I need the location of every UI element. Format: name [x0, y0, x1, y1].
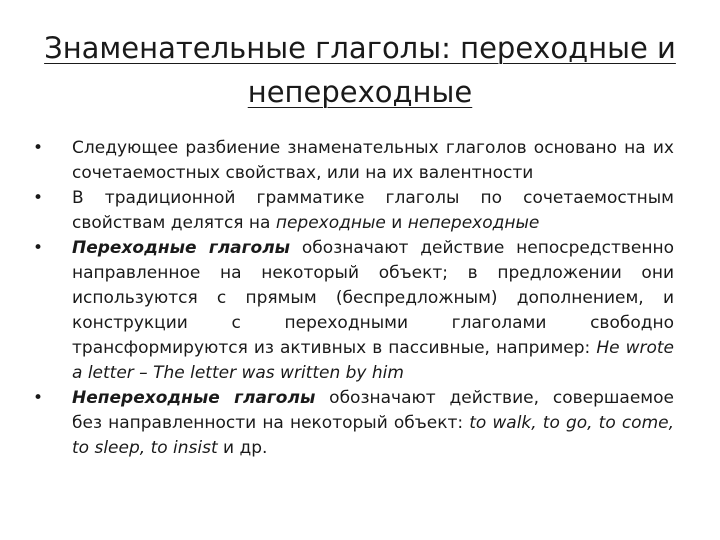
- bullet-list: [28, 136, 674, 461]
- example-text: He wrote a letter – The letter was written by him: [72, 338, 674, 383]
- bullet-item-traditional-grammar: [28, 186, 674, 236]
- bullet-icon: •: [32, 238, 44, 258]
- bullet-text: и: [385, 213, 408, 233]
- italic-term: непереходные: [407, 213, 540, 233]
- italic-term: переходные: [275, 213, 386, 233]
- example-text: to walk, to go, to come, to sleep, to insist: [72, 413, 674, 458]
- bullet-text: Следующее разбиение знаменательных глаголов основано на их сочетаемостных свойствах, или на их валентности: [72, 138, 674, 183]
- bullet-text: обозначают действие, совершаемое без направленности на некоторый объект:: [72, 388, 674, 433]
- slide-title: [30, 26, 690, 114]
- bold-term: Переходные глаголы: [72, 238, 291, 258]
- bullet-text: обозначают действие непосредственно направленное на некоторый объект; в предложении они используются с прямым (беспредложным) дополнением, и конструкции с переходными глаголами свободно трансформируются из активных в пассивные, например:: [72, 238, 674, 358]
- bullet-item-transitive: [28, 236, 674, 386]
- bullet-icon: •: [32, 138, 44, 158]
- bullet-icon: •: [32, 388, 44, 408]
- bullet-item-intransitive: [28, 386, 674, 461]
- title-line-1: Знаменательные глаголы: переходные и: [44, 31, 676, 65]
- bullet-item-valency: [28, 136, 674, 186]
- bullet-text: и др.: [217, 438, 268, 458]
- title-line-2: непереходные: [247, 75, 473, 109]
- bold-term: Непереходные глаголы: [72, 388, 316, 408]
- bullet-text: В традиционной грамматике глаголы по сочетаемостным свойствам делятся на: [72, 188, 674, 233]
- bullet-icon: •: [32, 188, 44, 208]
